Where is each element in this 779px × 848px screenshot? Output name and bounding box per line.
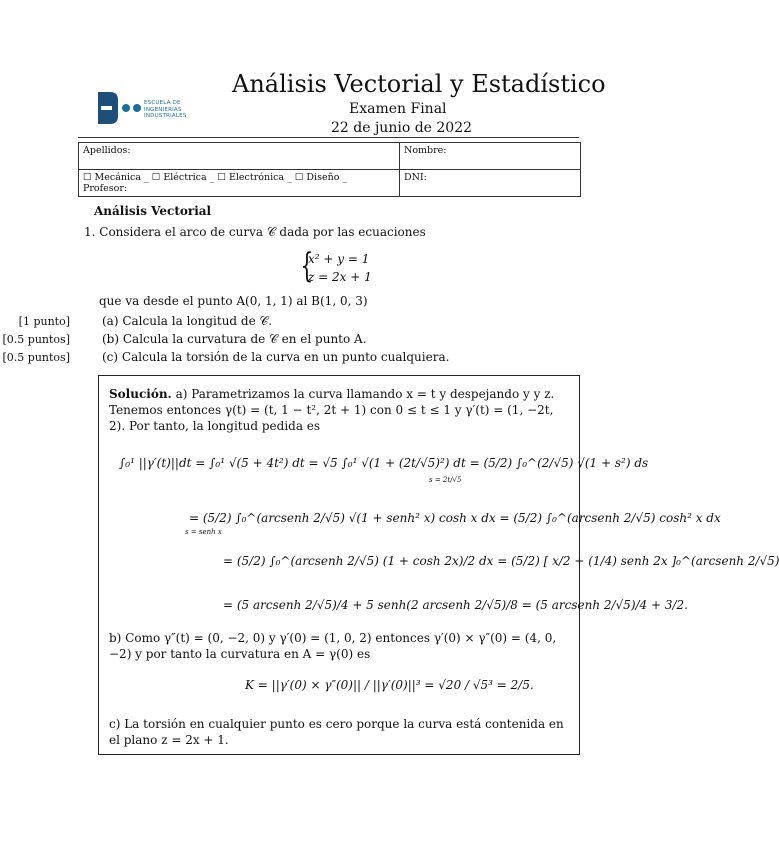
dni-field[interactable]: DNI: [400,170,581,197]
part-c-points: [0.5 puntos] [2,351,70,364]
solution-label: Solución. [109,387,172,401]
part-a-text: (a) Calcula la longitud de 𝒞. [102,314,273,328]
part-b-text: (b) Calcula la curvatura de 𝒞 en el punto A. [102,332,367,346]
brace-icon: { [300,246,314,286]
length-equation-line-2: = (5/2) ∫₀^(arcsenh 2/√5) √(1 + senh² x) cosh x dx = (5/2) ∫₀^(arcsenh 2/√5) cosh² x dx [189,511,721,525]
equation-1: x² + y = 1 [308,252,370,266]
nombre-field[interactable]: Nombre: [400,143,581,170]
degree-checkboxes[interactable]: ☐ Mecánica _ ☐ Eléctrica _ ☐ Electrónica _ ☐ Diseño _ [83,172,348,183]
curvature-equation: K = ||γ′(0) × γ″(0)|| / ||γ′(0)||³ = √20 / √5³ = 2/5. [245,678,534,692]
solution-b-text: b) Como γ″(t) = (0, −2, 0) y γ′(0) = (1, 0, 2) entonces γ′(0) × γ″(0) = (4, 0, −2) y por tanto la curvatura en A = γ(0) es [109,631,557,661]
page-title: Análisis Vectorial y Estadístico [232,70,606,98]
student-info-table [78,142,581,197]
exam-date: 22 de junio de 2022 [331,120,473,136]
problem-path: que va desde el punto A(0, 1, 1) al B(1, 0, 3) [99,294,368,308]
apellidos-field[interactable]: Apellidos: [79,143,400,170]
logo-mark-icon [96,90,144,126]
solution-a-text: a) Parametrizamos la curva llamando x = t y despejando y y z. Tenemos entonces γ(t) = (t, 1 − t², 2t + 1) con 0 ≤ t ≤ 1 y γ′(t) = (1, −2t, 2). Por tanto, la longitud pedida es [109,387,555,433]
profesor-label: Profesor: [83,183,128,194]
logo-text: ESCUELA DE INGENIERÍAS INDUSTRIALES [144,100,187,119]
solution-box [98,375,779,755]
exam-subtitle: Examen Final [349,101,447,117]
problem-intro: 1. Considera el arco de curva 𝒞 dada por las ecuaciones [84,225,426,239]
school-logo [96,90,196,126]
solution-a-paragraph [109,386,569,434]
header-divider [78,137,579,138]
solution-c-text: c) La torsión en cualquier punto es cero porque la curva está contenida en el plano z = 2x + 1. [109,717,564,747]
substitution-2: s = senh x [185,528,222,536]
part-b-points: [0.5 puntos] [2,333,70,346]
length-equation-line-4: = (5 arcsenh 2/√5)/4 + 5 senh(2 arcsenh 2/√5)/8 = (5 arcsenh 2/√5)/4 + 3/2. [223,598,688,612]
length-equation-line-3: = (5/2) ∫₀^(arcsenh 2/√5) (1 + cosh 2x)/2 dx = (5/2) [ x/2 + (1/4) senh 2x ]₀^(arcsenh 2/√5) [223,554,779,568]
section-title: Análisis Vectorial [94,204,212,218]
part-c-text: (c) Calcula la torsión de la curva en un punto cualquiera. [102,350,450,364]
equation-system [296,246,372,286]
equation-2: z = 2x + 1 [308,270,372,284]
length-equation-line-1: ∫₀¹ ||γ′(t)||dt = ∫₀¹ √(5 + 4t²) dt = √5 ∫₀¹ √(1 + (2t/√5)²) dt = (5/2) ∫₀^(2/√5) √(1 + s²) ds [119,456,649,470]
substitution-1: s = 2t/√5 [429,476,462,484]
part-a-points: [1 punto] [18,315,70,328]
degree-profesor-field[interactable] [79,170,400,197]
